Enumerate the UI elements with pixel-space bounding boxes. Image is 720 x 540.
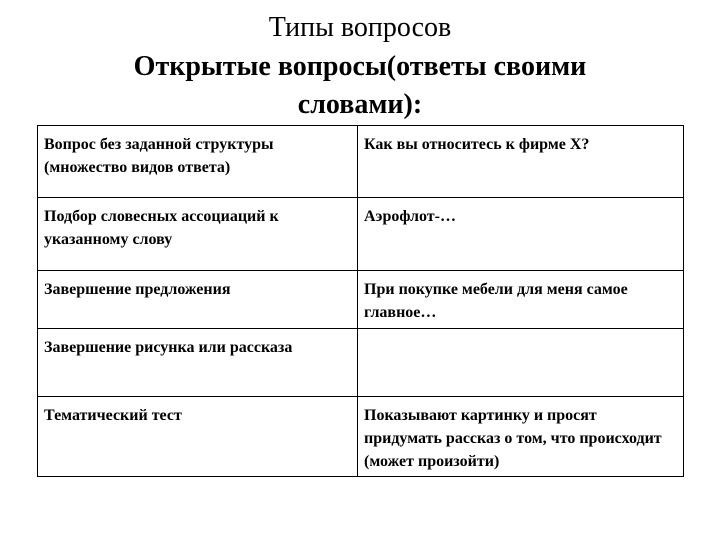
question-type-cell: Завершение рисунка или рассказа [38, 329, 358, 397]
question-types-table [37, 125, 684, 477]
question-type-cell: Тематический тест [38, 397, 358, 477]
example-cell: При покупке мебели для меня самое главное… [358, 271, 684, 329]
example-cell: Аэрофлот-… [358, 198, 684, 271]
title-main: Типы вопросов [268, 12, 452, 43]
question-type-cell: Завершение предложения [38, 271, 358, 329]
table-row [38, 271, 684, 329]
example-cell: Показывают картинку и просят придумать рассказ о том, что происходит (может произойти) [358, 397, 684, 477]
title-sub-line1: Открытые вопросы(ответы своими [133, 51, 587, 82]
title-sub-line2: словами): [297, 89, 423, 120]
question-types-table-container [37, 125, 683, 477]
table-row [38, 329, 684, 397]
example-cell: Как вы относитесь к фирме Х? [358, 126, 684, 198]
example-cell [358, 329, 684, 397]
table-row [38, 397, 684, 477]
question-type-cell: Вопрос без заданной структуры (множество видов ответа) [38, 126, 358, 198]
slide-title [0, 8, 720, 124]
table-row [38, 198, 684, 271]
question-type-cell: Подбор словесных ассоциаций к указанному слову [38, 198, 358, 271]
table-row [38, 126, 684, 198]
